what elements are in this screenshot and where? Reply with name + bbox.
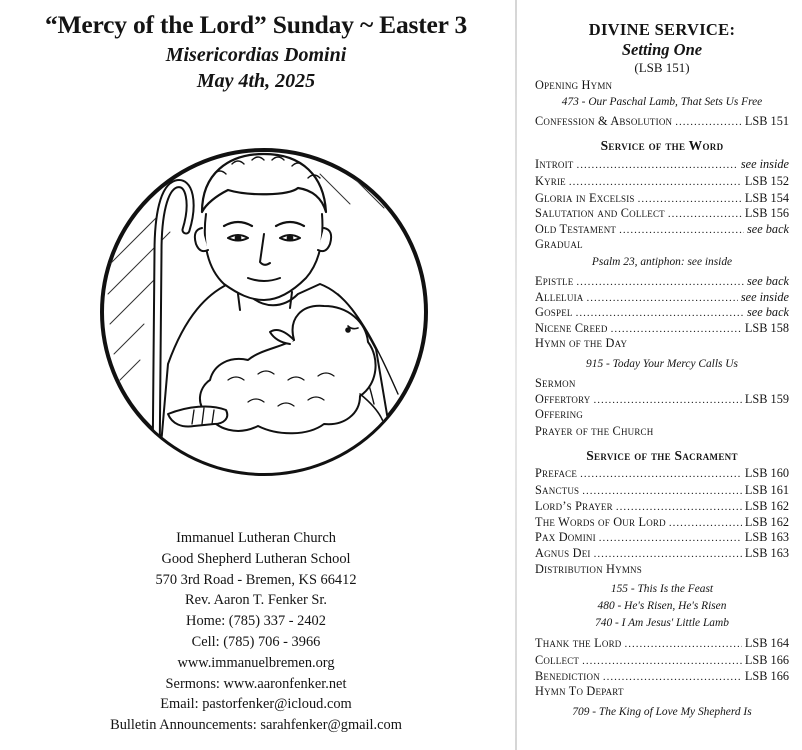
item-reference: LSB 159 [744, 392, 789, 406]
church-name: Immanuel Lutheran Church [176, 530, 336, 546]
order-of-service [522, 0, 802, 750]
item-label: The Words of Our Lord [535, 515, 666, 529]
item-reference: LSB 163 [744, 530, 789, 544]
item-label: Confession & Absolution [535, 114, 673, 128]
service-item-thank-the-lord [535, 636, 789, 653]
item-reference: LSB 151 [744, 114, 789, 128]
item-reference: LSB 166 [744, 653, 789, 667]
distribution-hymns-label: Distribution Hymns [535, 562, 642, 576]
item-label: Salutation and Collect [535, 206, 665, 220]
service-item-gospel [535, 305, 789, 322]
hymn-to-depart-label: Hymn To Depart [535, 684, 624, 698]
item-reference: see back [747, 222, 789, 236]
distribution-hymn: 155 - This Is the Feast [610, 583, 714, 595]
item-label: Old Testament [535, 222, 617, 236]
item-reference: LSB 156 [744, 206, 789, 220]
pastor-name: Rev. Aaron T. Fenker Sr. [184, 592, 328, 609]
item-reference: see back [747, 274, 789, 288]
setting-title: Setting One [621, 40, 703, 59]
opening-hymn: 473 - Our Paschal Lamb, That Sets Us Free [561, 96, 763, 108]
page-fold [515, 0, 517, 750]
service-item-introit [535, 157, 789, 174]
item-reference: LSB 161 [744, 483, 789, 497]
item-reference: LSB 162 [744, 515, 789, 529]
item-reference: see back [747, 305, 789, 319]
service-item-pax-domini [535, 530, 789, 547]
item-reference: LSB 162 [744, 499, 789, 513]
prayer-label: Prayer of the Church [535, 424, 654, 438]
announcements-email: Bulletin Announcements: sarahfenker@gmail.com [110, 717, 402, 734]
item-reference: see inside [740, 157, 789, 171]
email-address: Email: pastorfenker@icloud.com [160, 696, 352, 713]
good-shepherd-illustration [98, 144, 430, 480]
sermons-link: Sermons: www.aaronfenker.net [165, 675, 347, 692]
item-reference: see inside [740, 290, 789, 304]
item-reference: LSB 164 [744, 636, 789, 650]
item-label: Introit [535, 157, 574, 171]
item-label: Alleluia [535, 290, 584, 304]
church-contact-block [0, 528, 512, 736]
service-date: May 4th, 2025 [196, 70, 316, 92]
home-phone: Home: (785) 337 - 2402 [186, 613, 326, 630]
setting-reference: (LSB 151) [634, 60, 690, 75]
hymn-of-day: 915 - Today Your Mercy Calls Us [586, 358, 738, 370]
church-address: 570 3rd Road - Bremen, KS 66412 [155, 571, 357, 588]
school-name: Good Shepherd Lutheran School [161, 550, 351, 567]
item-label: Nicene Creed [535, 321, 608, 335]
service-of-sacrament-heading: Service of the Sacrament [586, 448, 738, 463]
sermon-label: Sermon [535, 376, 576, 390]
item-label: Preface [535, 466, 578, 480]
item-label: Thank the Lord [535, 636, 622, 650]
service-item-lords-prayer [535, 499, 789, 516]
cell-phone: Cell: (785) 706 - 3966 [191, 633, 321, 650]
service-item-epistle [535, 274, 789, 291]
item-label: Kyrie [535, 174, 566, 188]
distribution-hymn: 480 - He's Risen, He's Risen [597, 600, 727, 612]
item-label: Benediction [535, 669, 600, 683]
service-item-collect [535, 653, 789, 670]
item-label: Pax Domini [535, 530, 596, 544]
bulletin-title: “Mercy of the Lord” Sunday ~ Easter 3 [44, 10, 468, 39]
item-label: Offertory [535, 392, 591, 406]
latin-title: Misericordias Domini [165, 44, 347, 66]
service-item-salutation [535, 206, 789, 223]
offering-label: Offering [535, 407, 583, 421]
website-link: www.immanuelbremen.org [177, 654, 335, 671]
opening-hymn-label: Opening Hymn [535, 78, 613, 92]
item-label: Agnus Dei [535, 546, 591, 560]
item-reference: LSB 158 [744, 321, 789, 335]
item-label: Gospel [535, 305, 573, 319]
hymn-of-day-label: Hymn of the Day [535, 336, 628, 350]
item-reference: LSB 154 [744, 191, 789, 205]
item-label: Collect [535, 653, 580, 667]
divine-service-heading: DIVINE SERVICE: [588, 20, 736, 39]
service-item-agnus-dei [535, 546, 789, 563]
item-label: Epistle [535, 274, 574, 288]
item-reference: LSB 160 [744, 466, 789, 480]
gradual-label: Gradual [535, 237, 583, 251]
gradual-note: Psalm 23, antiphon: see inside [591, 256, 733, 268]
service-item-preface [535, 466, 789, 483]
item-label: Lord’s Prayer [535, 499, 613, 513]
item-label: Sanctus [535, 483, 580, 497]
item-reference: LSB 152 [744, 174, 789, 188]
service-of-word-heading: Service of the Word [600, 138, 724, 153]
distribution-hymn: 740 - I Am Jesus' Little Lamb [595, 617, 729, 629]
item-reference: LSB 163 [744, 546, 789, 560]
item-label: Gloria in Excelsis [535, 191, 635, 205]
hymn-to-depart: 709 - The King of Love My Shepherd Is [572, 706, 752, 718]
service-item-kyrie [535, 174, 789, 191]
service-item-confession [535, 114, 789, 131]
service-item-sanctus [535, 483, 789, 500]
item-reference: LSB 166 [744, 669, 789, 683]
